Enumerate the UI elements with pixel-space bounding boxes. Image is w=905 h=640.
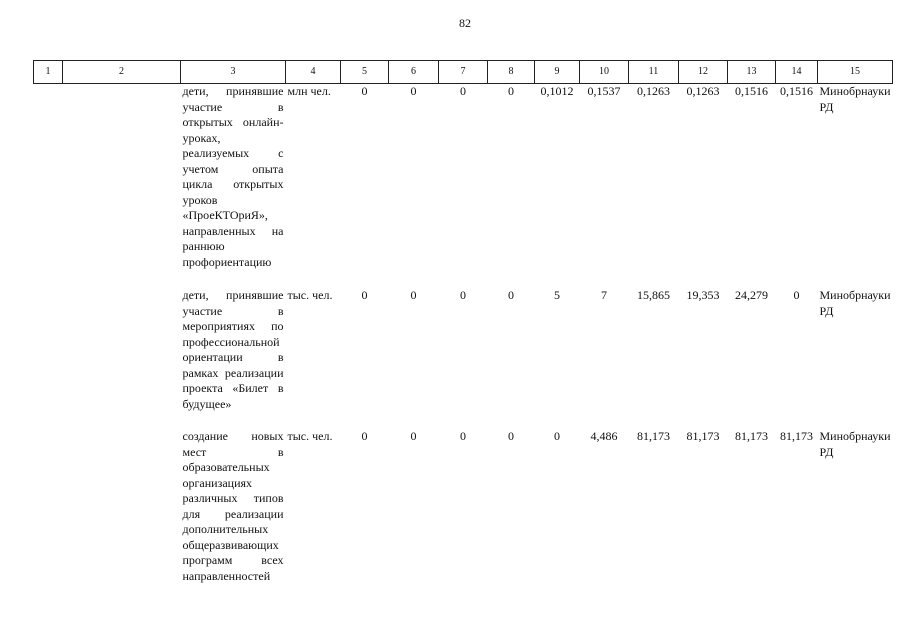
responsible-cell: Минобрнауки РД <box>819 429 891 459</box>
value-cell: 0,1263 <box>637 84 670 98</box>
value-cell: 19,353 <box>686 288 720 302</box>
header-cell-2: 2 <box>63 61 181 84</box>
value-cell: 0,1537 <box>587 84 621 98</box>
value-cell: 81,173 <box>686 429 720 443</box>
header-cell-9: 9 <box>535 61 580 84</box>
header-cell-11: 11 <box>629 61 679 84</box>
value-cell: 5 <box>554 288 560 302</box>
header-cell-12: 12 <box>679 61 728 84</box>
value-cell: 81,173 <box>780 429 813 443</box>
value-cell: 0 <box>410 429 417 443</box>
indicator-description: создание новых мест в образовательных организациях различных типов для реализации дополнительных общеразвивающих программ всех направленностей <box>182 429 284 583</box>
table-row <box>34 84 893 289</box>
header-cell-7: 7 <box>439 61 488 84</box>
value-cell: 0 <box>361 288 368 302</box>
cell-col1 <box>34 288 63 429</box>
header-cell-1: 1 <box>34 61 63 84</box>
table-row <box>34 288 893 429</box>
table-row <box>34 429 893 584</box>
header-cell-13: 13 <box>728 61 776 84</box>
header-row <box>34 61 893 84</box>
cell-col1 <box>34 429 63 584</box>
cell-col2 <box>63 84 181 289</box>
responsible-cell: Минобрнауки РД <box>819 288 891 318</box>
cell-col2 <box>63 429 181 584</box>
value-cell: 81,173 <box>735 429 768 443</box>
value-cell: 0,1516 <box>735 84 768 98</box>
value-cell: 0 <box>460 429 466 443</box>
indicator-description: дети, принявшие участие в открытых онлайн-уроках, реализуемых с учетом опыта цикла открытых уроков «ПроеКТОриЯ», направленных на раннюю профориентацию <box>182 84 284 269</box>
value-cell: 0 <box>460 288 466 302</box>
value-cell: 0 <box>361 84 368 98</box>
header-cell-10: 10 <box>580 61 629 84</box>
responsible-cell: Минобрнауки РД <box>819 84 891 114</box>
value-cell: 0 <box>410 84 417 98</box>
header-cell-8: 8 <box>488 61 535 84</box>
header-cell-3: 3 <box>181 61 286 84</box>
value-cell: 0 <box>554 429 560 443</box>
value-cell: 15,865 <box>637 288 670 302</box>
unit-cell: млн чел. <box>287 84 331 98</box>
value-cell: 7 <box>601 288 607 302</box>
value-cell: 0,1012 <box>540 84 574 98</box>
header-cell-6: 6 <box>389 61 439 84</box>
value-cell: 0 <box>793 288 800 302</box>
value-cell: 0,1516 <box>780 84 813 98</box>
value-cell: 0 <box>508 288 514 302</box>
header-cell-14: 14 <box>776 61 818 84</box>
indicators-table <box>33 60 893 584</box>
indicator-description: дети, принявшие участие в мероприятиях по профессиональной ориентации в рамках реализации проекта «Билет в будущее» <box>182 288 284 411</box>
page-number: 82 <box>459 16 471 30</box>
value-cell: 0 <box>361 429 368 443</box>
value-cell: 24,279 <box>735 288 768 302</box>
unit-cell: тыс. чел. <box>287 429 333 443</box>
value-cell: 4,486 <box>590 429 618 443</box>
header-cell-4: 4 <box>286 61 341 84</box>
value-cell: 0,1263 <box>686 84 720 98</box>
value-cell: 0 <box>460 84 466 98</box>
value-cell: 0 <box>508 84 514 98</box>
value-cell: 0 <box>410 288 417 302</box>
header-cell-5: 5 <box>341 61 389 84</box>
cell-col1 <box>34 84 63 289</box>
unit-cell: тыс. чел. <box>287 288 333 302</box>
cell-col2 <box>63 288 181 429</box>
header-cell-15: 15 <box>818 61 893 84</box>
value-cell: 81,173 <box>637 429 670 443</box>
value-cell: 0 <box>508 429 514 443</box>
